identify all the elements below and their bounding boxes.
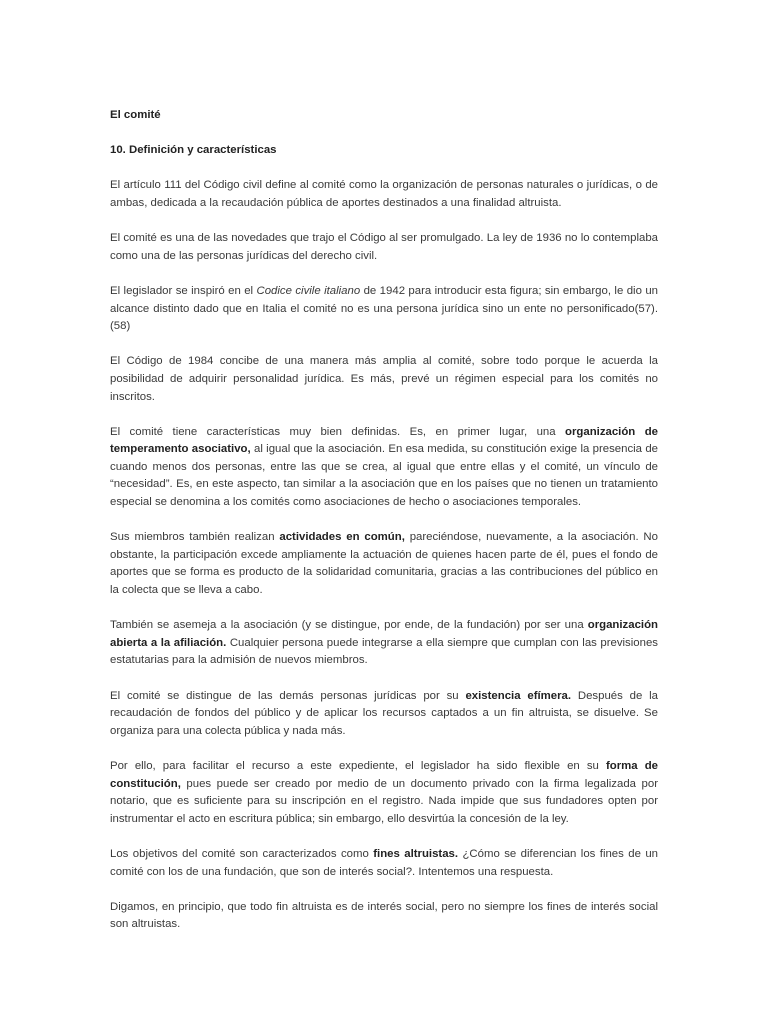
text-run: El comité se distingue de las demás personas jurídicas por su [110,689,466,702]
bold-term: fines altruistas. [373,847,459,860]
paragraph [110,177,658,212]
text-run: Los objetivos del comité son caracterizados como [110,847,374,860]
text-run: El legislador se inspiró en el [110,284,257,297]
text-run: ¿Cómo se diferencian los fines de un comité con los de una fundación, que son de interés social?. Intentemos una respuesta. [110,847,659,878]
paragraph [110,424,658,512]
paragraph [110,529,658,599]
bold-term: actividades en común, [279,531,405,544]
text-run: pareciéndose, nuevamente, a la asociación. No obstante, la participación excede ampliamente la actuación de quienes hacen parte de él, pues el fondo de aportes que se forma es producto de la solidaridad comunitaria, gracias a las contribuciones del público en la colecta que se lleva a cabo. [110,531,658,597]
text-run: Por ello, para facilitar el recurso a este expediente, el legislador ha sido flexible en su [110,759,606,772]
paragraph [110,617,658,670]
text-run: El comité es una de las novedades que trajo el Código al ser promulgado. La ley de 1936 no lo contemplaba como una de las personas jurídicas del derecho civil. [110,232,658,262]
paragraph [110,353,658,406]
text-run: Cualquier persona puede integrarse a ella siempre que cumplan con las previsiones estatutarias para la admisión de nuevos miembros. [110,636,658,667]
text-run: Sus miembros también realizan [110,531,280,544]
text-run: pues puede ser creado por medio de un documento privado con la firma legalizada por notario, que es suficiente para su inscripción en el registro. Nada impide que sus fundadores opten por instrumentar el acto en escritura pública; sin embargo, ello desvirtúa la concesión de la ley. [110,777,658,825]
text-run: de 1942 para introducir esta figura; sin embargo, le dio un alcance distinto dado que en Italia el comité no es una persona jurídica sino un ente no personificado(57). (58) [110,284,658,333]
section-heading: 10. Definición y características [110,144,277,157]
text-run: El comité tiene características muy bien definidas. Es, en primer lugar, una [110,425,566,438]
bold-term: forma de constitución, [110,759,659,790]
bold-term: organización de temperamento asociativo, [110,425,658,456]
paragraph [110,283,658,336]
paragraph [110,758,658,828]
document-body [110,177,658,934]
text-run: El Código de 1984 concibe de una manera más amplia al comité, sobre todo porque le acuerda la posibilidad de adquirir personalidad jurídica. Es más, prevé un régimen especial para los comités no inscritos. [110,355,658,403]
paragraph [110,230,658,265]
text-run: También se asemeja a la asociación (y se distingue, por ende, de la fundación) por ser una [110,619,588,632]
paragraph [110,846,658,881]
paragraph [110,899,658,934]
text-run: Después de la recaudación de fondos del público y de aplicar los recursos captados a un fin altruista, se disuelve. Se organiza para una colecta pública y nada más. [110,689,658,737]
bold-term: organización abierta a la afiliación. [110,619,658,649]
text-run: al igual que la asociación. En esa medida, su constitución exige la presencia de cuando menos dos personas, entre las que se crea, al igual que entre ellas y el comité, un vínculo de “necesidad”. Es, en este aspecto, tan similar a la asociación que en los países que no tienen un tratamiento especial se denomina a los comités como asociaciones de hecho o asociaciones temporales. [110,443,658,509]
text-run: Digamos, en principio, que todo fin altruista es de interés social, pero no siempre los fines de interés social son altruistas. [110,900,658,931]
paragraph [110,688,658,741]
document-page [110,107,658,952]
document-title: El comité [110,109,161,121]
bold-term: existencia efímera. [465,689,572,702]
italic-term: Codice civile italiano [256,284,361,297]
text-run: El artículo 111 del Código civil define al comité como la organización de personas naturales o jurídicas, o de ambas, dedicada a la recaudación pública de aportes destinados a una finalidad altruista. [110,179,658,209]
